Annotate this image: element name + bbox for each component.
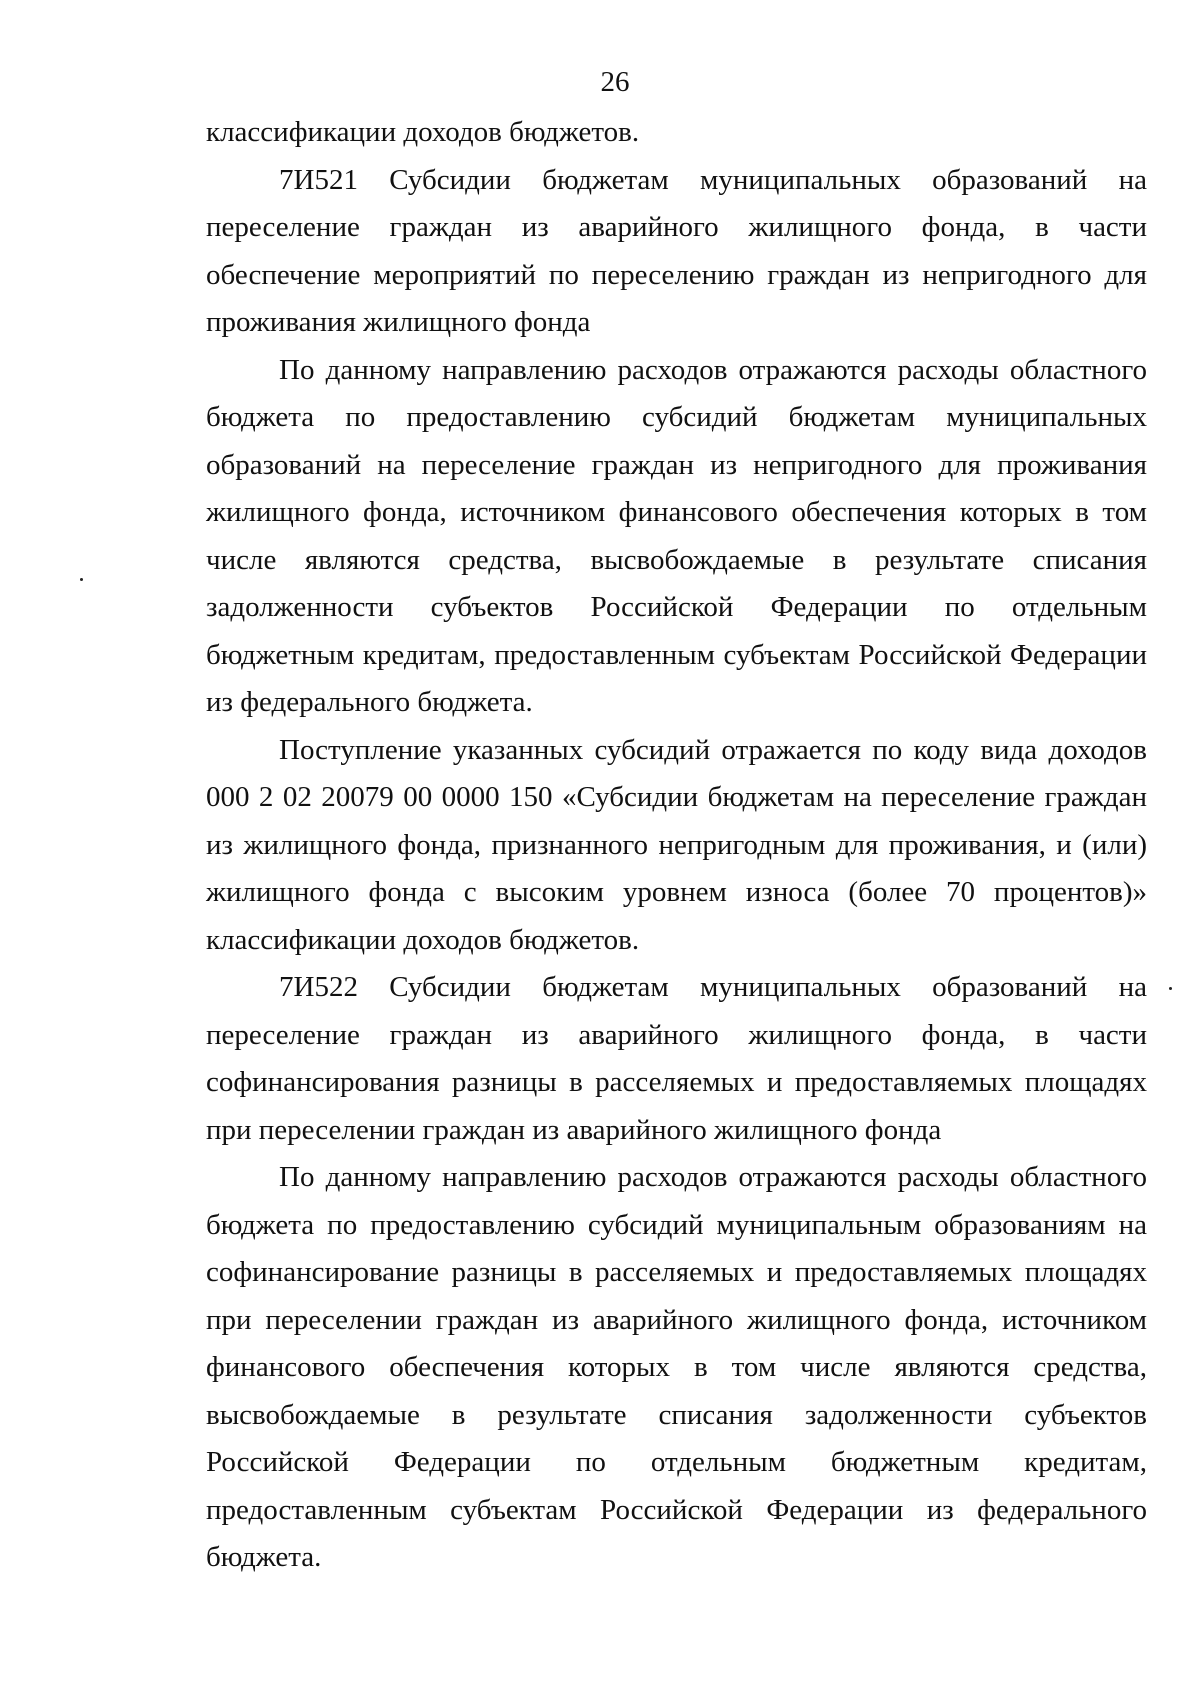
paragraph-7i521-description: По данному направлению расходов отражаются расходы областного бюджета по предоставлению субсидий бюджетам муниципальных образований на переселение граждан из непригодного для проживания жилищного фонда, источником финансового обеспечения которых в том числе являются средства, высвобождаемые в результате списания задолженности субъектов Российской Федерации по отдельным бюджетным кредитам, предоставленным субъектам Российской Федерации из федерального бюджета. [206, 353, 1147, 718]
paragraph-continuation: классификации доходов бюджетов. [206, 116, 640, 148]
paragraph-7i521-revenue-code: Поступление указанных субсидий отражается по коду вида доходов 000 2 02 20079 00 0000 150 «Субсидии бюджетам на переселение граждан из жилищного фонда, признанного непригодным для проживания, и (или) жилищного фонда с высоким уровнем износа (более 70 процентов)» классификации доходов бюджетов. [206, 733, 1147, 956]
scan-speck [1169, 987, 1172, 990]
paragraph-7i521-heading: 7И521 Субсидии бюджетам муниципальных образований на переселение граждан из аварийного жилищного фонда, в части обеспечение мероприятий по переселению граждан из непригодного для проживания жилищного фонда [206, 163, 1147, 338]
paragraph-7i522-heading: 7И522 Субсидии бюджетам муниципальных образований на переселение граждан из аварийного жилищного фонда, в части софинансирования разницы в расселяемых и предоставляемых площадях при переселении граждан из аварийного жилищного фонда [206, 971, 1147, 1146]
page-number: 26 [600, 66, 630, 98]
scan-speck [80, 578, 83, 581]
paragraph-7i522-description: По данному направлению расходов отражаются расходы областного бюджета по предоставлению субсидий муниципальным образованиям на софинансирование разницы в расселяемых и предоставляемых площадях при переселении граждан из аварийного жилищного фонда, источником финансового обеспечения которых в том числе являются средства, высвобождаемые в результате списания задолженности субъектов Российской Федерации по отдельным бюджетным кредитам, предоставленным субъектам Российской Федерации из федерального бюджета. [206, 1161, 1147, 1573]
document-body [206, 109, 1147, 1582]
